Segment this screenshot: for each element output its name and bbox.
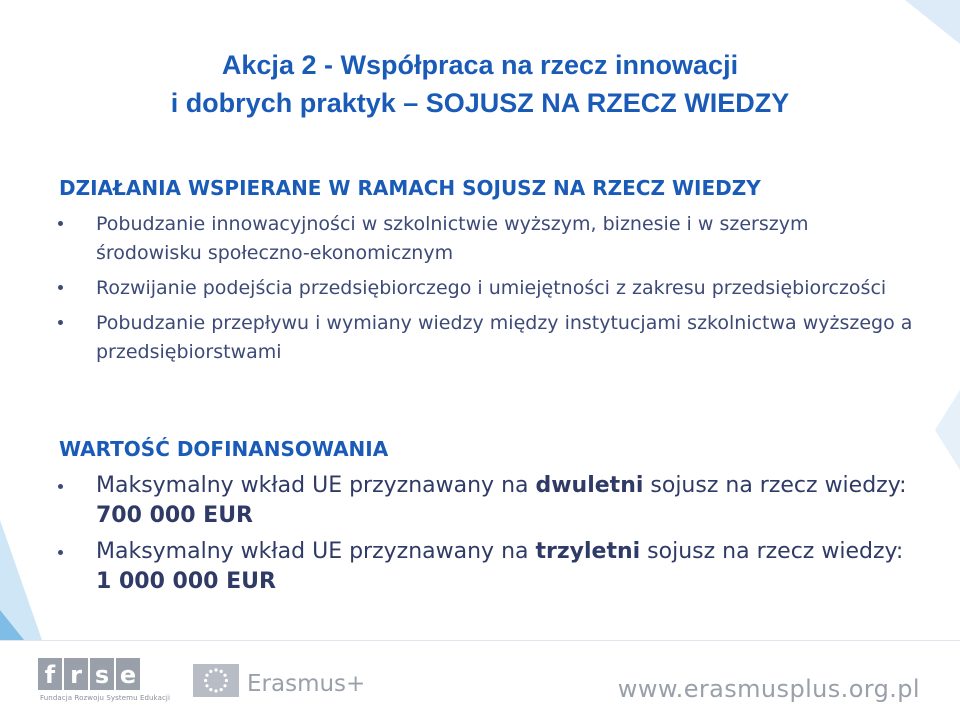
svg-text:f: f <box>44 661 56 689</box>
list-item <box>0 471 916 531</box>
website-url[interactable]: www.erasmusplus.org.pl <box>617 675 920 703</box>
bullet-icon <box>58 320 63 325</box>
erasmus-plus-label: Erasmus+ <box>247 671 366 697</box>
bullet-icon <box>58 221 63 226</box>
eu-flag-icon <box>193 664 239 697</box>
right-edge-accent-shape <box>935 390 960 470</box>
funding-text-mid: sojusz na rzecz wiedzy: <box>640 539 904 564</box>
section-heading-activities: DZIAŁANIA WSPIERANE W RAMACH SOJUSZ NA RZECZ WIEDZY <box>59 176 761 200</box>
svg-text:s: s <box>94 661 110 689</box>
activities-list <box>0 210 916 373</box>
funding-text-pre: Maksymalny wkład UE przyznawany na <box>96 473 536 498</box>
funding-amount: 700 000 EUR <box>96 503 253 528</box>
slide-title-line-2: i dobrych praktyk – SOJUSZ NA RZECZ WIEDZY <box>170 88 790 118</box>
list-item-text: Pobudzanie innowacyjności w szkolnictwie wyższym, biznesie i w szerszym środowisku społeczno-ekonomicznym <box>96 213 809 264</box>
list-item <box>0 210 916 268</box>
top-right-accent-shape <box>905 0 960 44</box>
svg-text:e: e <box>119 661 137 689</box>
list-item <box>0 274 916 303</box>
funding-amount: 1 000 000 EUR <box>96 569 276 594</box>
list-item-text: Rozwijanie podejścia przedsiębiorczego i umiejętności z zakresu przedsiębiorczości <box>96 277 887 299</box>
bullet-icon <box>58 285 63 290</box>
bullet-icon <box>58 550 63 555</box>
section-heading-funding: WARTOŚĆ DOFINANSOWANIA <box>59 437 389 461</box>
svg-text:r: r <box>70 661 82 689</box>
slide-title-line-1: Akcja 2 - Współpraca na rzecz innowacji <box>221 50 739 80</box>
frse-caption: Fundacja Rozwoju Systemu Edukacji <box>40 694 171 702</box>
funding-duration: dwuletni <box>535 473 644 498</box>
funding-list <box>0 471 916 603</box>
footer-divider <box>0 640 960 641</box>
funding-duration: trzyletni <box>535 539 641 564</box>
list-item <box>0 537 916 597</box>
bullet-icon <box>58 484 63 489</box>
slide-title <box>0 46 960 122</box>
funding-text-mid: sojusz na rzecz wiedzy: <box>643 473 907 498</box>
list-item-text: Pobudzanie przepływu i wymiany wiedzy między instytucjami szkolnictwa wyższego a przedsiębiorstwami <box>96 312 913 363</box>
frse-logo <box>38 658 144 692</box>
list-item <box>0 309 916 367</box>
funding-text-pre: Maksymalny wkład UE przyznawany na <box>96 539 536 564</box>
